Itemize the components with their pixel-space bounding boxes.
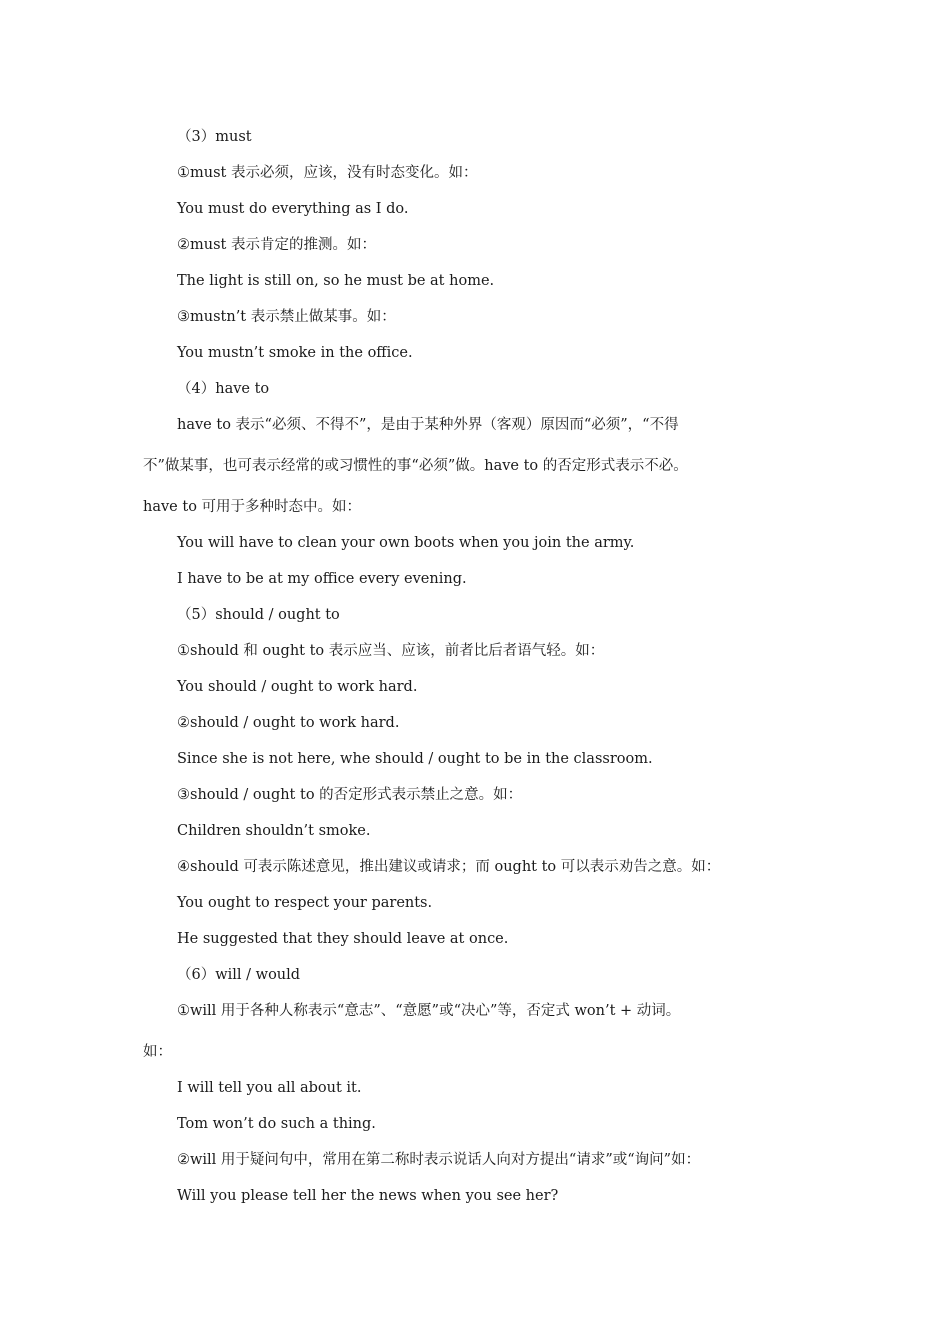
example-sentence: Children shouldn’t smoke. — [177, 823, 371, 839]
rule-text: ②should / ought to work hard. — [177, 715, 400, 731]
rule-text: ①must 表示必须，应该，没有时态变化。如： — [177, 165, 478, 181]
paragraph-line: 如： — [143, 1044, 172, 1060]
rule-text: ③should / ought to 的否定形式表示禁止之意。如： — [177, 787, 523, 803]
paragraph-line: have to 表示“必须、不得不”，是由于某种外界（客观）原因而“必须”，“不得 — [177, 417, 679, 433]
rule-text: ②must 表示肯定的推测。如： — [177, 237, 376, 253]
rule-text: ②will 用于疑问句中，常用在第二称时表示说话人向对方提出“请求”或“询问”如： — [177, 1152, 701, 1168]
example-sentence: Since she is not here, whe should / ought to be in the classroom. — [177, 751, 653, 767]
example-sentence: The light is still on, so he must be at home. — [177, 273, 495, 289]
example-sentence: Tom won’t do such a thing. — [177, 1116, 376, 1132]
example-sentence: I have to be at my office every evening. — [177, 571, 467, 587]
rule-text: ①will 用于各种人称表示“意志”、“意愿”或“决心”等，否定式 won’t + 动词。 — [177, 1003, 681, 1019]
example-sentence: Will you please tell her the news when you see her? — [177, 1188, 559, 1204]
example-sentence: You should / ought to work hard. — [177, 679, 418, 695]
section-heading-must: （3）must — [177, 129, 252, 145]
rule-text: ③mustn’t 表示禁止做某事。如： — [177, 309, 396, 325]
paragraph-line: 不”做某事，也可表示经常的或习惯性的事“必须”做。have to 的否定形式表示不必。 — [143, 458, 688, 474]
rule-text: ①should 和 ought to 表示应当、应该，前者比后者语气轻。如： — [177, 643, 605, 659]
section-heading-should-ought-to: （5）should / ought to — [177, 607, 340, 623]
example-sentence: He suggested that they should leave at once. — [177, 931, 509, 947]
example-sentence: You ought to respect your parents. — [177, 895, 433, 911]
example-sentence: You will have to clean your own boots when you join the army. — [177, 535, 635, 551]
example-sentence: You mustn’t smoke in the office. — [177, 345, 413, 361]
section-heading-will-would: （6）will / would — [177, 967, 301, 983]
section-heading-have-to: （4）have to — [177, 381, 270, 397]
rule-text: ④should 可表示陈述意见，推出建议或请求；而 ought to 可以表示劝告之意。如： — [177, 859, 721, 875]
example-sentence: You must do everything as I do. — [177, 201, 409, 217]
example-sentence: I will tell you all about it. — [177, 1080, 362, 1096]
paragraph-line: have to 可用于多种时态中。如： — [143, 499, 362, 515]
